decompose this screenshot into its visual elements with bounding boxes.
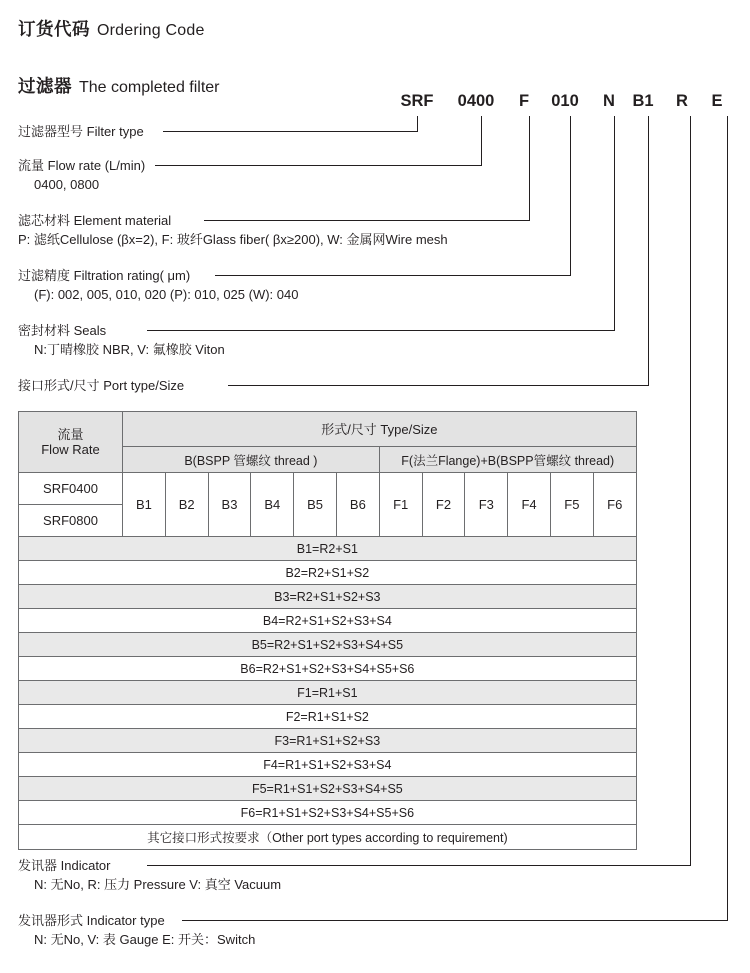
description-filter-type bbox=[18, 123, 144, 140]
description-indicator-en: Indicator bbox=[60, 858, 111, 873]
table-row-equation bbox=[19, 609, 637, 633]
code-segment-element-material: F bbox=[518, 92, 530, 110]
description-port-type bbox=[18, 377, 184, 394]
description-seals bbox=[18, 322, 225, 358]
equation-b3: B3=R2+S1+S2+S3 bbox=[19, 585, 637, 609]
table-row-equation bbox=[19, 657, 637, 681]
table-row-equation bbox=[19, 561, 637, 585]
description-seals-values: N:丁晴橡胶 NBR, V: 氟橡胶 Viton bbox=[34, 342, 225, 357]
other-port-note: 其它接口形式按要求（Other port types according to requirement) bbox=[19, 825, 637, 850]
table-cell-code-f1: F1 bbox=[379, 473, 422, 537]
table-cell-code-f4: F4 bbox=[508, 473, 551, 537]
leader-line-port-type-horizontal bbox=[228, 385, 649, 386]
leader-line-flow-rate-horizontal bbox=[155, 165, 482, 166]
code-segment-filter-type: SRF bbox=[400, 92, 434, 110]
ordering-code-string bbox=[395, 92, 735, 116]
table-row-equation bbox=[19, 537, 637, 561]
description-indicator-type-en: Indicator type bbox=[86, 913, 165, 928]
description-filtration-rating-values: (F): 002, 005, 010, 020 (P): 010, 025 (W): 040 bbox=[34, 287, 299, 302]
table-cell-code-b3: B3 bbox=[208, 473, 251, 537]
description-port-type-en: Port type/Size bbox=[103, 378, 185, 393]
table-row-equation bbox=[19, 681, 637, 705]
leader-line-flow-rate-vertical bbox=[481, 116, 482, 166]
description-seals-en: Seals bbox=[73, 323, 107, 338]
equation-f2: F2=R1+S1+S2 bbox=[19, 705, 637, 729]
code-segment-indicator: R bbox=[676, 92, 688, 110]
description-element-material bbox=[18, 212, 448, 248]
equation-b6: B6=R2+S1+S2+S3+S4+S5+S6 bbox=[19, 657, 637, 681]
port-size-table-wrapper bbox=[18, 411, 636, 850]
leader-line-element-material-vertical bbox=[529, 116, 530, 221]
description-filtration-rating bbox=[18, 267, 298, 303]
table-cell-code-b6: B6 bbox=[336, 473, 379, 537]
table-row-srf0400 bbox=[19, 473, 637, 505]
table-cell-code-f3: F3 bbox=[465, 473, 508, 537]
description-port-type-cn: 接口形式/尺寸 bbox=[18, 378, 104, 393]
table-header-row-1 bbox=[19, 412, 637, 447]
leader-line-filter-type-vertical bbox=[417, 116, 418, 132]
page-title-en: Ordering Code bbox=[97, 22, 205, 39]
description-filter-type-en: Filter type bbox=[86, 124, 144, 139]
description-seals-cn: 密封材料 bbox=[18, 323, 74, 338]
table-header-type-size: 形式/尺寸 Type/Size bbox=[123, 412, 637, 447]
table-header-flow-rate-en: Flow Rate bbox=[41, 442, 100, 457]
table-cell-code-b5: B5 bbox=[294, 473, 337, 537]
leader-line-filter-type-horizontal bbox=[163, 131, 418, 132]
description-filtration-rating-cn: 过滤精度 bbox=[18, 268, 74, 283]
table-header-group-b: B(BSPP 管螺纹 thread ) bbox=[123, 447, 380, 473]
description-indicator-type-values: N: 无No, V: 表 Gauge E: 开关：Switch bbox=[34, 932, 256, 947]
description-element-material-en: Element material bbox=[73, 213, 172, 228]
table-row-equation bbox=[19, 705, 637, 729]
table-row-equation bbox=[19, 801, 637, 825]
description-indicator-type bbox=[18, 912, 255, 948]
description-flow-rate-cn: 流量 bbox=[18, 158, 48, 173]
description-flow-rate bbox=[18, 157, 145, 193]
table-row-equation bbox=[19, 777, 637, 801]
description-element-material-values: P: 滤纸Cellulose (βx=2), F: 玻纤Glass fiber( βx≥200), W: 金属网Wire mesh bbox=[18, 232, 448, 247]
table-cell-code-f6: F6 bbox=[593, 473, 636, 537]
table-row-equation bbox=[19, 753, 637, 777]
leader-line-seals-vertical bbox=[614, 116, 615, 331]
leader-line-port-type-vertical bbox=[648, 116, 649, 386]
equation-f6: F6=R1+S1+S2+S3+S4+S5+S6 bbox=[19, 801, 637, 825]
equation-b4: B4=R2+S1+S2+S3+S4 bbox=[19, 609, 637, 633]
description-flow-rate-values: 0400, 0800 bbox=[34, 177, 100, 192]
table-cell-flow-srf0800: SRF0800 bbox=[19, 505, 123, 537]
table-cell-code-b1: B1 bbox=[123, 473, 166, 537]
port-size-table bbox=[18, 411, 637, 850]
description-filtration-rating-en: Filtration rating( μm) bbox=[73, 268, 191, 283]
table-row-equation bbox=[19, 729, 637, 753]
equation-b2: B2=R2+S1+S2 bbox=[19, 561, 637, 585]
table-header-flow-rate bbox=[19, 412, 123, 473]
description-element-material-cn: 滤芯材料 bbox=[18, 213, 74, 228]
table-row-equation bbox=[19, 633, 637, 657]
code-segment-filtration-rating: 010 bbox=[551, 92, 579, 110]
code-segment-seals: N bbox=[603, 92, 615, 110]
table-cell-code-f2: F2 bbox=[422, 473, 465, 537]
page-title-cn: 订货代码 bbox=[18, 19, 90, 39]
leader-line-filtration-rating-vertical bbox=[570, 116, 571, 276]
description-filter-type-cn: 过滤器型号 bbox=[18, 124, 87, 139]
code-segment-indicator-type: E bbox=[711, 92, 723, 110]
equation-b1: B1=R2+S1 bbox=[19, 537, 637, 561]
table-cell-code-f5: F5 bbox=[550, 473, 593, 537]
page-title bbox=[18, 16, 734, 41]
equation-b5: B5=R2+S1+S2+S3+S4+S5 bbox=[19, 633, 637, 657]
table-cell-code-b2: B2 bbox=[165, 473, 208, 537]
leader-line-indicator-vertical bbox=[690, 116, 691, 866]
description-indicator-values: N: 无No, R: 压力 Pressure V: 真空 Vacuum bbox=[34, 877, 282, 892]
description-indicator-cn: 发讯器 bbox=[18, 858, 61, 873]
section-title-en: The completed filter bbox=[79, 79, 220, 96]
table-row-equation bbox=[19, 585, 637, 609]
code-segment-flow-rate: 0400 bbox=[457, 92, 495, 110]
table-cell-code-b4: B4 bbox=[251, 473, 294, 537]
table-cell-flow-srf0400: SRF0400 bbox=[19, 473, 123, 505]
equation-f1: F1=R1+S1 bbox=[19, 681, 637, 705]
section-title-cn: 过滤器 bbox=[18, 76, 72, 96]
description-indicator-type-cn: 发讯器形式 bbox=[18, 913, 87, 928]
leader-line-indicator-type-vertical bbox=[727, 116, 728, 921]
description-indicator bbox=[18, 857, 281, 893]
leader-line-indicator-type-horizontal bbox=[182, 920, 728, 921]
equation-f5: F5=R1+S1+S2+S3+S4+S5 bbox=[19, 777, 637, 801]
table-header-flow-rate-cn: 流量 bbox=[57, 427, 84, 442]
code-segment-port-type: B1 bbox=[632, 92, 654, 110]
table-header-group-flange-b: F(法兰Flange)+B(BSPP管螺纹 thread) bbox=[379, 447, 636, 473]
description-flow-rate-en: Flow rate (L/min) bbox=[47, 158, 146, 173]
equation-f3: F3=R1+S1+S2+S3 bbox=[19, 729, 637, 753]
equation-f4: F4=R1+S1+S2+S3+S4 bbox=[19, 753, 637, 777]
table-row-other-ports bbox=[19, 825, 637, 850]
